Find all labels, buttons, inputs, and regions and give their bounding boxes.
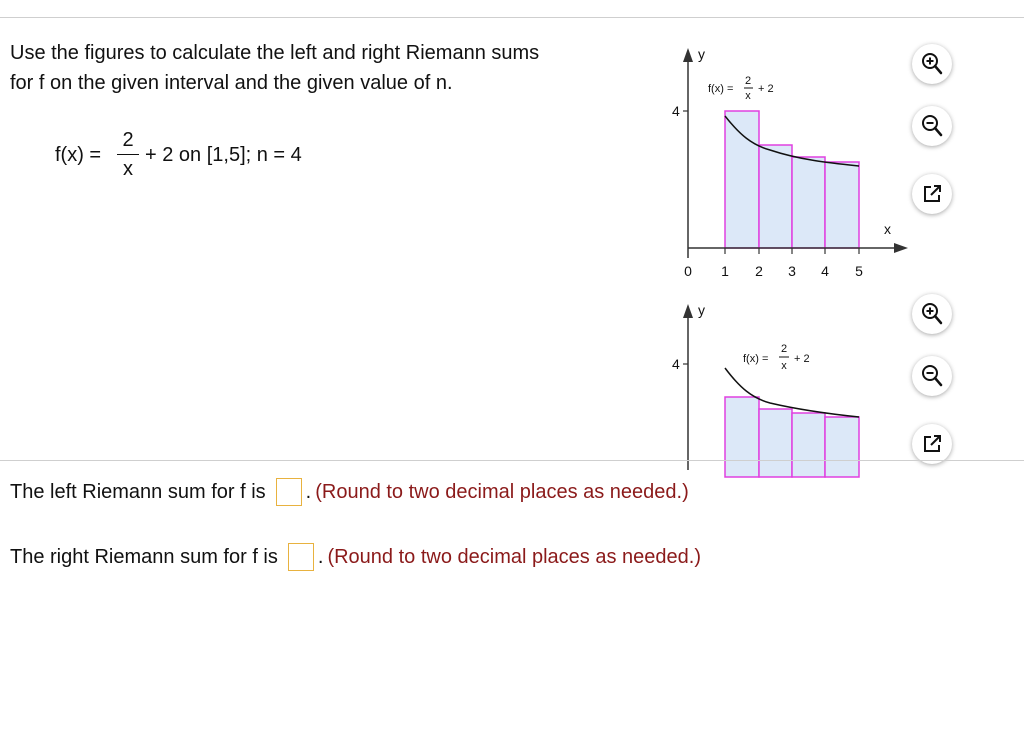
x-tick-label: 0 [684,263,692,279]
zoom-in-button-1[interactable] [912,44,952,84]
x-tick-label: 4 [821,263,829,279]
y-tick-label: 4 [672,103,680,119]
graph-formula-rhs: + 2 [758,83,774,95]
formula-denominator: x [123,158,133,180]
x-tick-label: 2 [755,263,763,279]
x-tick-label: 3 [788,263,796,279]
zoom-out-button-1[interactable] [912,106,952,146]
right-rect-4 [825,417,859,477]
popout-icon [920,432,944,456]
zoom-out-icon [919,363,945,389]
graph-formula-denominator: x [781,360,787,372]
right-rect-2 [759,409,792,477]
problem-statement [10,38,680,98]
popout-icon [920,182,944,206]
zoom-out-button-2[interactable] [912,356,952,396]
right-rectangles [725,397,859,477]
right-riemann-graph [660,296,920,460]
right-rect-1 [725,397,759,477]
zoom-in-button-2[interactable] [912,294,952,334]
formula-rhs: + 2 on [1,5]; n = 4 [145,144,302,166]
answer-divider [0,460,1024,461]
x-ticks [725,248,859,254]
left-rect-2 [759,145,792,248]
left-rect-4 [825,162,859,248]
formula-fraction [117,128,139,181]
graph-formula-rhs: + 2 [794,353,810,365]
graph-formula-numerator: 2 [744,75,752,87]
x-tick-label: 1 [721,263,729,279]
y-axis-arrow [683,304,693,318]
graph-formula-lhs: f(x) = [708,83,734,95]
instruction-line-2: for f on the given interval and the given value of n. [10,72,453,94]
right-sum-hint: (Round to two decimal places as needed.) [327,545,701,568]
popout-button-2[interactable] [912,424,952,464]
left-sum-hint: (Round to two decimal places as needed.) [315,480,689,503]
fraction-bar [117,154,139,155]
graph-formula-lhs: f(x) = [743,353,769,365]
y-axis-arrow [683,48,693,62]
y-axis-label: y [698,46,705,62]
x-axis-arrow [894,243,908,253]
left-sum-label: The left Riemann sum for f is [10,480,266,503]
left-sum-input[interactable] [276,478,302,506]
right-rect-3 [792,413,825,477]
left-rectangles [725,111,859,248]
right-sum-input[interactable] [288,543,314,571]
graph-formula-denominator: x [745,90,751,102]
graph-formula-label [743,343,810,372]
period: . [305,480,312,503]
zoom-out-icon [919,113,945,139]
zoom-in-icon [919,301,945,327]
x-tick-label: 5 [855,263,863,279]
x-axis-label: x [884,221,891,237]
right-sum-row [10,543,701,571]
left-riemann-graph [660,38,920,288]
period: . [317,545,324,568]
graph-formula-numerator: 2 [780,343,788,355]
formula-lhs: f(x) = [55,144,102,166]
formula-numerator: 2 [122,129,134,151]
left-rect-1 [725,111,759,248]
instruction-line-1: Use the figures to calculate the left and right Riemann sums [10,42,540,64]
left-sum-row [10,478,689,506]
y-tick-label: 4 [672,356,680,372]
y-axis-label: y [698,302,705,318]
graph-formula-label [708,75,774,102]
x-tick-labels [684,263,863,279]
top-divider [0,17,1024,18]
right-sum-label: The right Riemann sum for f is [10,545,278,568]
popout-button-1[interactable] [912,174,952,214]
left-rect-3 [792,157,825,248]
zoom-in-icon [919,51,945,77]
